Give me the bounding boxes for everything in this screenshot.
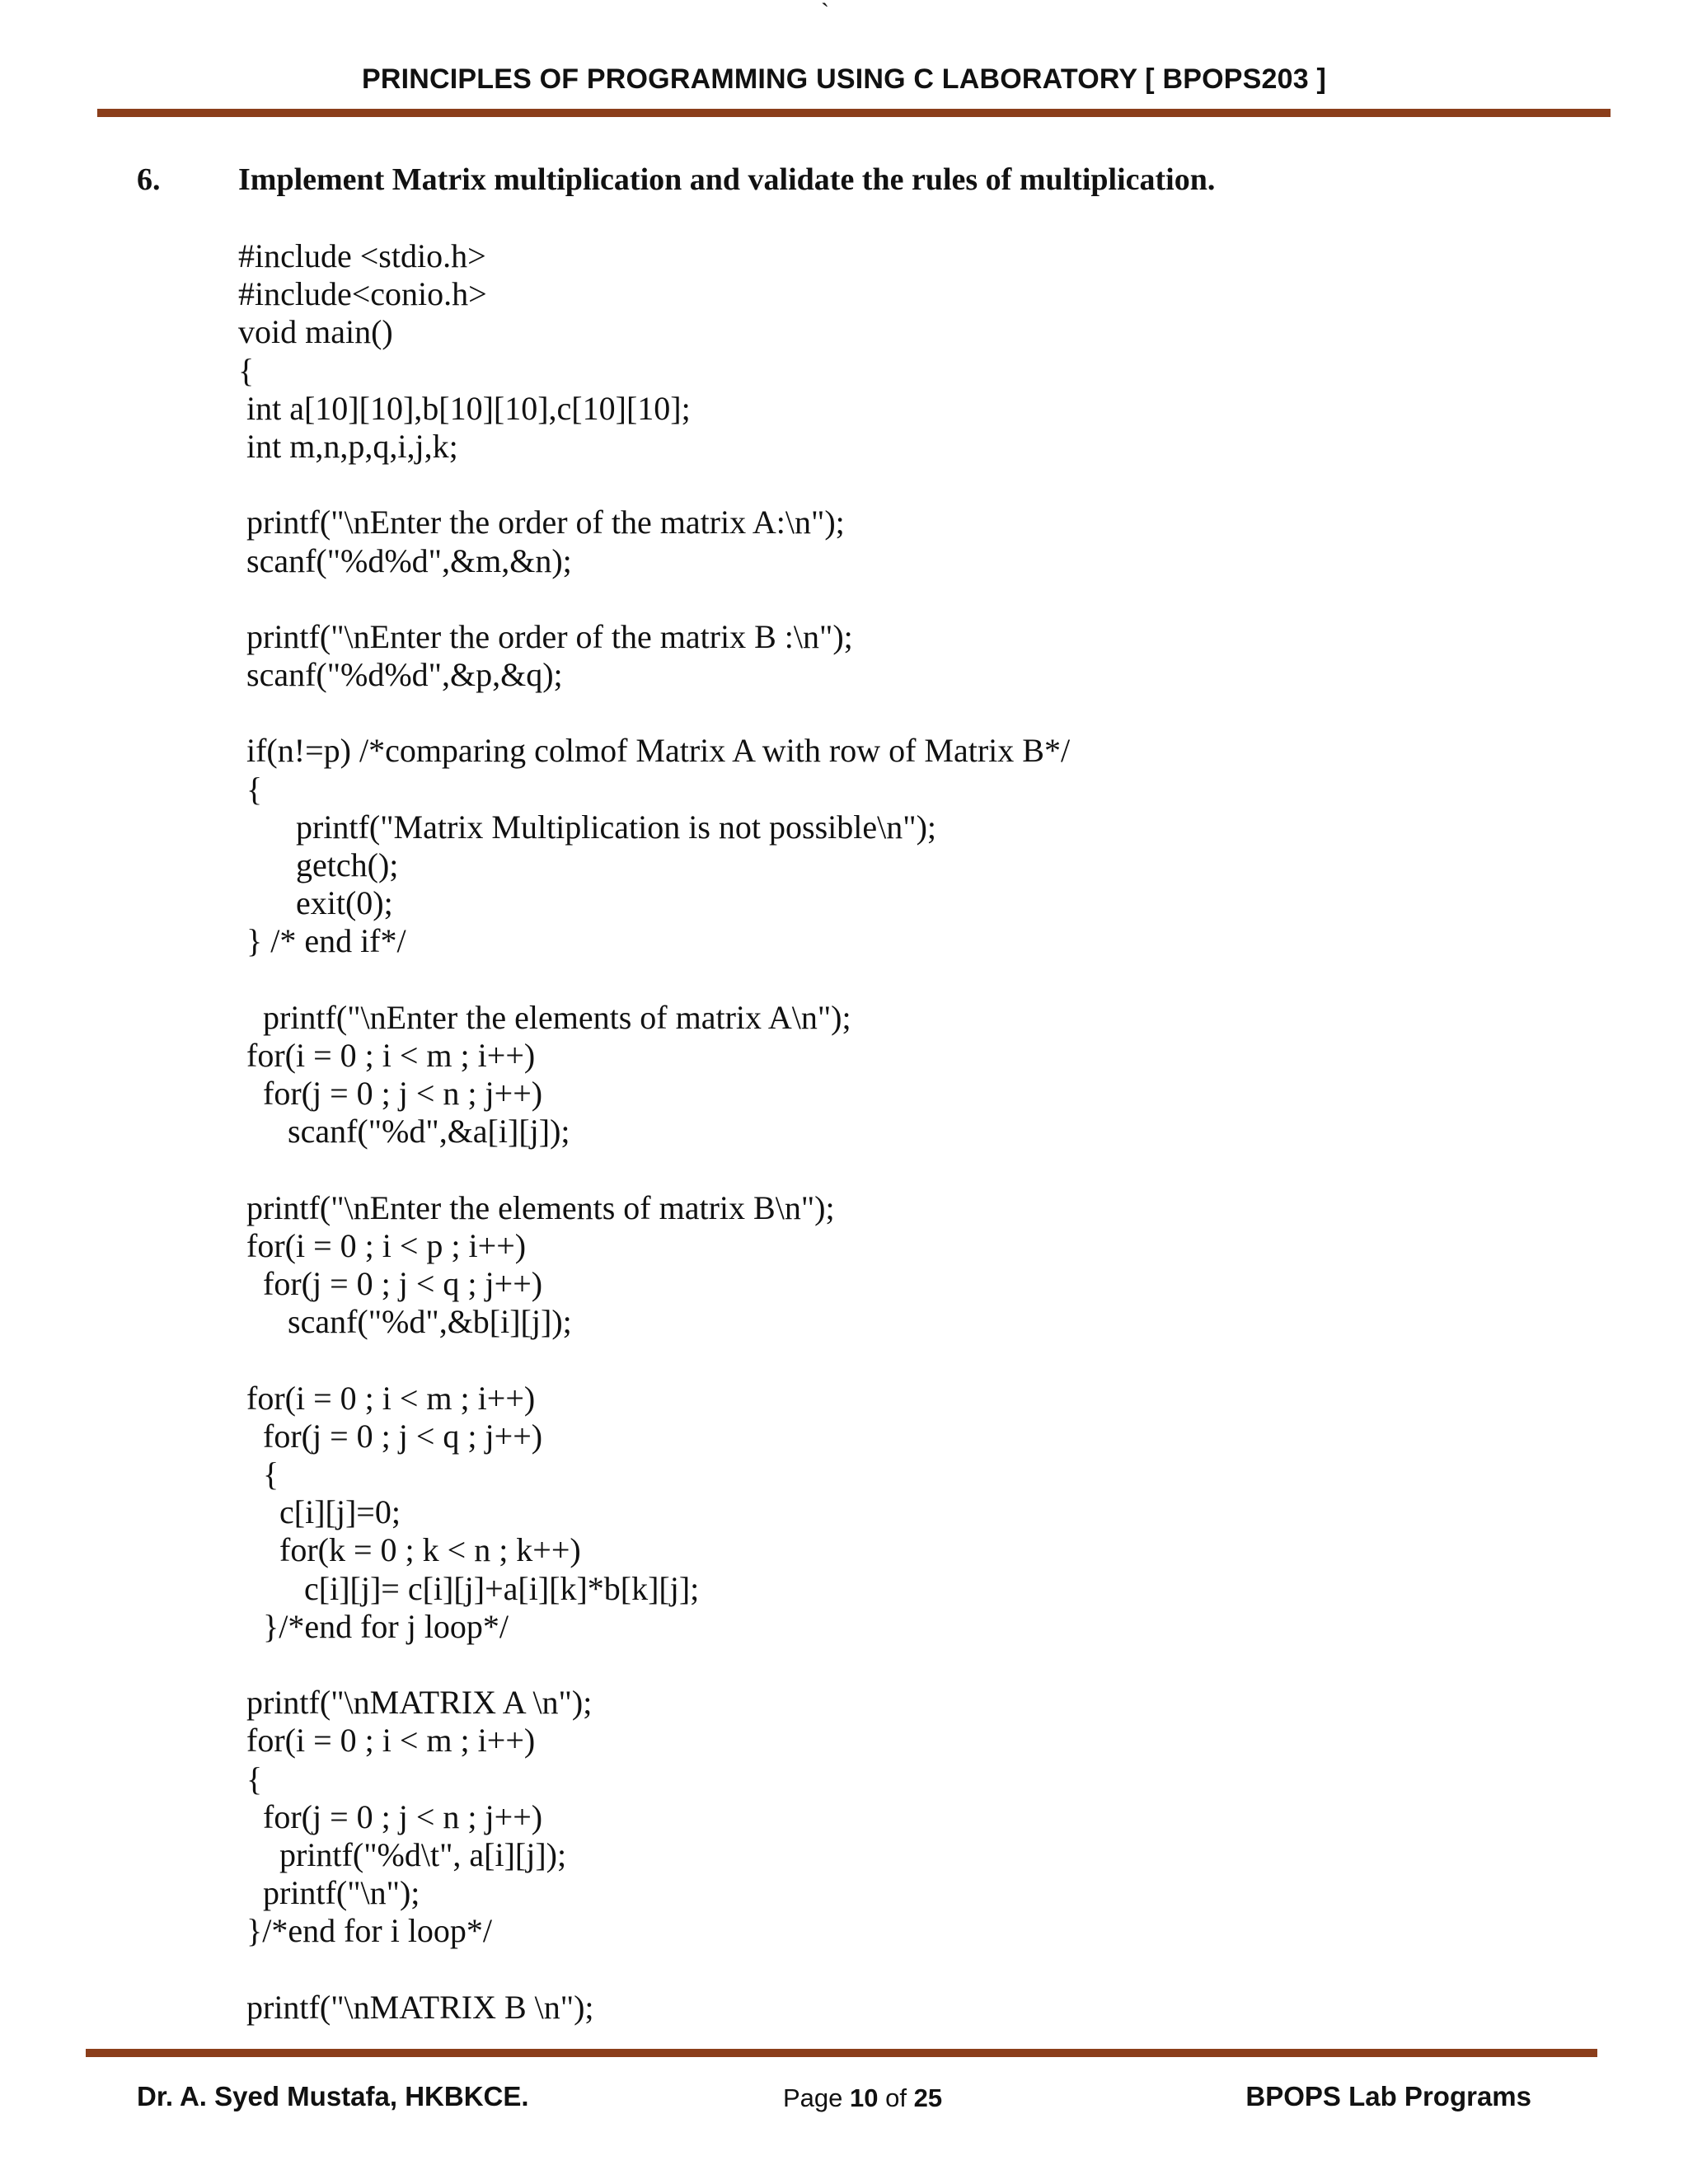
code-line: for(k = 0 ; k < n ; k++) [238,1531,581,1569]
code-line: printf("\n"); [238,1874,420,1912]
code-line [238,466,1070,504]
code-line: }/*end for j loop*/ [238,1607,509,1645]
page-number [783,2082,942,2115]
code-line: void main() [238,313,393,351]
code-line: for(j = 0 ; j < q ; j++) [238,1417,543,1455]
code-line: int a[10][10],b[10][10],c[10][10]; [238,389,691,427]
question-number: 6. [137,162,161,197]
code-line: for(i = 0 ; i < m ; i++) [238,1722,536,1760]
code-line [238,694,1070,732]
code-line: printf("\nMATRIX A \n"); [238,1684,593,1722]
code-line [238,1950,1070,1988]
page-of: of [885,2083,907,2112]
code-line [238,961,1070,999]
code-line: for(i = 0 ; i < p ; i++) [238,1226,527,1264]
code-line: c[i][j]=0; [238,1493,401,1531]
code-line: for(j = 0 ; j < q ; j++) [238,1265,543,1303]
code-listing [238,237,1070,2027]
code-line: for(j = 0 ; j < n ; j++) [238,1797,543,1835]
code-line: exit(0); [238,884,393,922]
page-word: Page [783,2083,843,2112]
code-line: for(i = 0 ; i < m ; i++) [238,1036,536,1074]
code-line: scanf("%d",&b[i][j]); [238,1303,572,1341]
code-line [238,1341,1070,1379]
code-line: scanf("%d%d",&m,&n); [238,541,572,579]
code-line: printf("\nEnter the elements of matrix A\n"); [238,998,851,1036]
top-mark: ` [821,0,829,26]
code-line: printf("Matrix Multiplication is not possible\n"); [238,808,937,846]
footer-author: Dr. A. Syed Mustafa, HKBKCE. [137,2081,529,2111]
code-line: for(j = 0 ; j < n ; j++) [238,1075,543,1113]
code-line: printf("\nMATRIX B \n"); [238,1988,594,2026]
code-line: { [238,351,255,389]
code-line: printf("\nEnter the order of the matrix B :\n"); [238,617,853,655]
code-line: { [238,770,263,808]
code-line: { [238,1760,263,1797]
code-line: getch(); [238,846,399,883]
page-current: 10 [850,2083,879,2112]
page-total: 25 [913,2083,943,2112]
code-line: #include<conio.h> [238,275,487,313]
code-line: printf("%d\t", a[i][j]); [238,1835,567,1873]
code-line: for(i = 0 ; i < m ; i++) [238,1379,536,1417]
code-line: int m,n,p,q,i,j,k; [238,427,458,465]
footer-divider [86,2049,1597,2057]
code-line: { [238,1455,279,1493]
code-line [238,1646,1070,1684]
footer-program-label: BPOPS Lab Programs [1245,2081,1531,2111]
page-header-title: PRINCIPLES OF PROGRAMMING USING C LABORATORY [ BPOPS203 ] [361,63,1327,95]
code-line: printf("\nEnter the order of the matrix A:\n"); [238,504,845,541]
question-title: Implement Matrix multiplication and validate the rules of multiplication. [238,162,1216,197]
code-line: scanf("%d%d",&p,&q); [238,656,563,694]
code-line: c[i][j]= c[i][j]+a[i][k]*b[k][j]; [238,1569,700,1607]
code-line [238,580,1070,618]
header-divider [97,109,1611,117]
code-line: }/*end for i loop*/ [238,1912,493,1950]
code-line: printf("\nEnter the elements of matrix B\n"); [238,1188,835,1226]
code-line: if(n!=p) /*comparing colmof Matrix A with row of Matrix B*/ [238,732,1071,770]
code-line: scanf("%d",&a[i][j]); [238,1113,570,1151]
code-line: } /* end if*/ [238,922,406,960]
code-line [238,1151,1070,1189]
code-line: #include <stdio.h> [238,237,486,274]
